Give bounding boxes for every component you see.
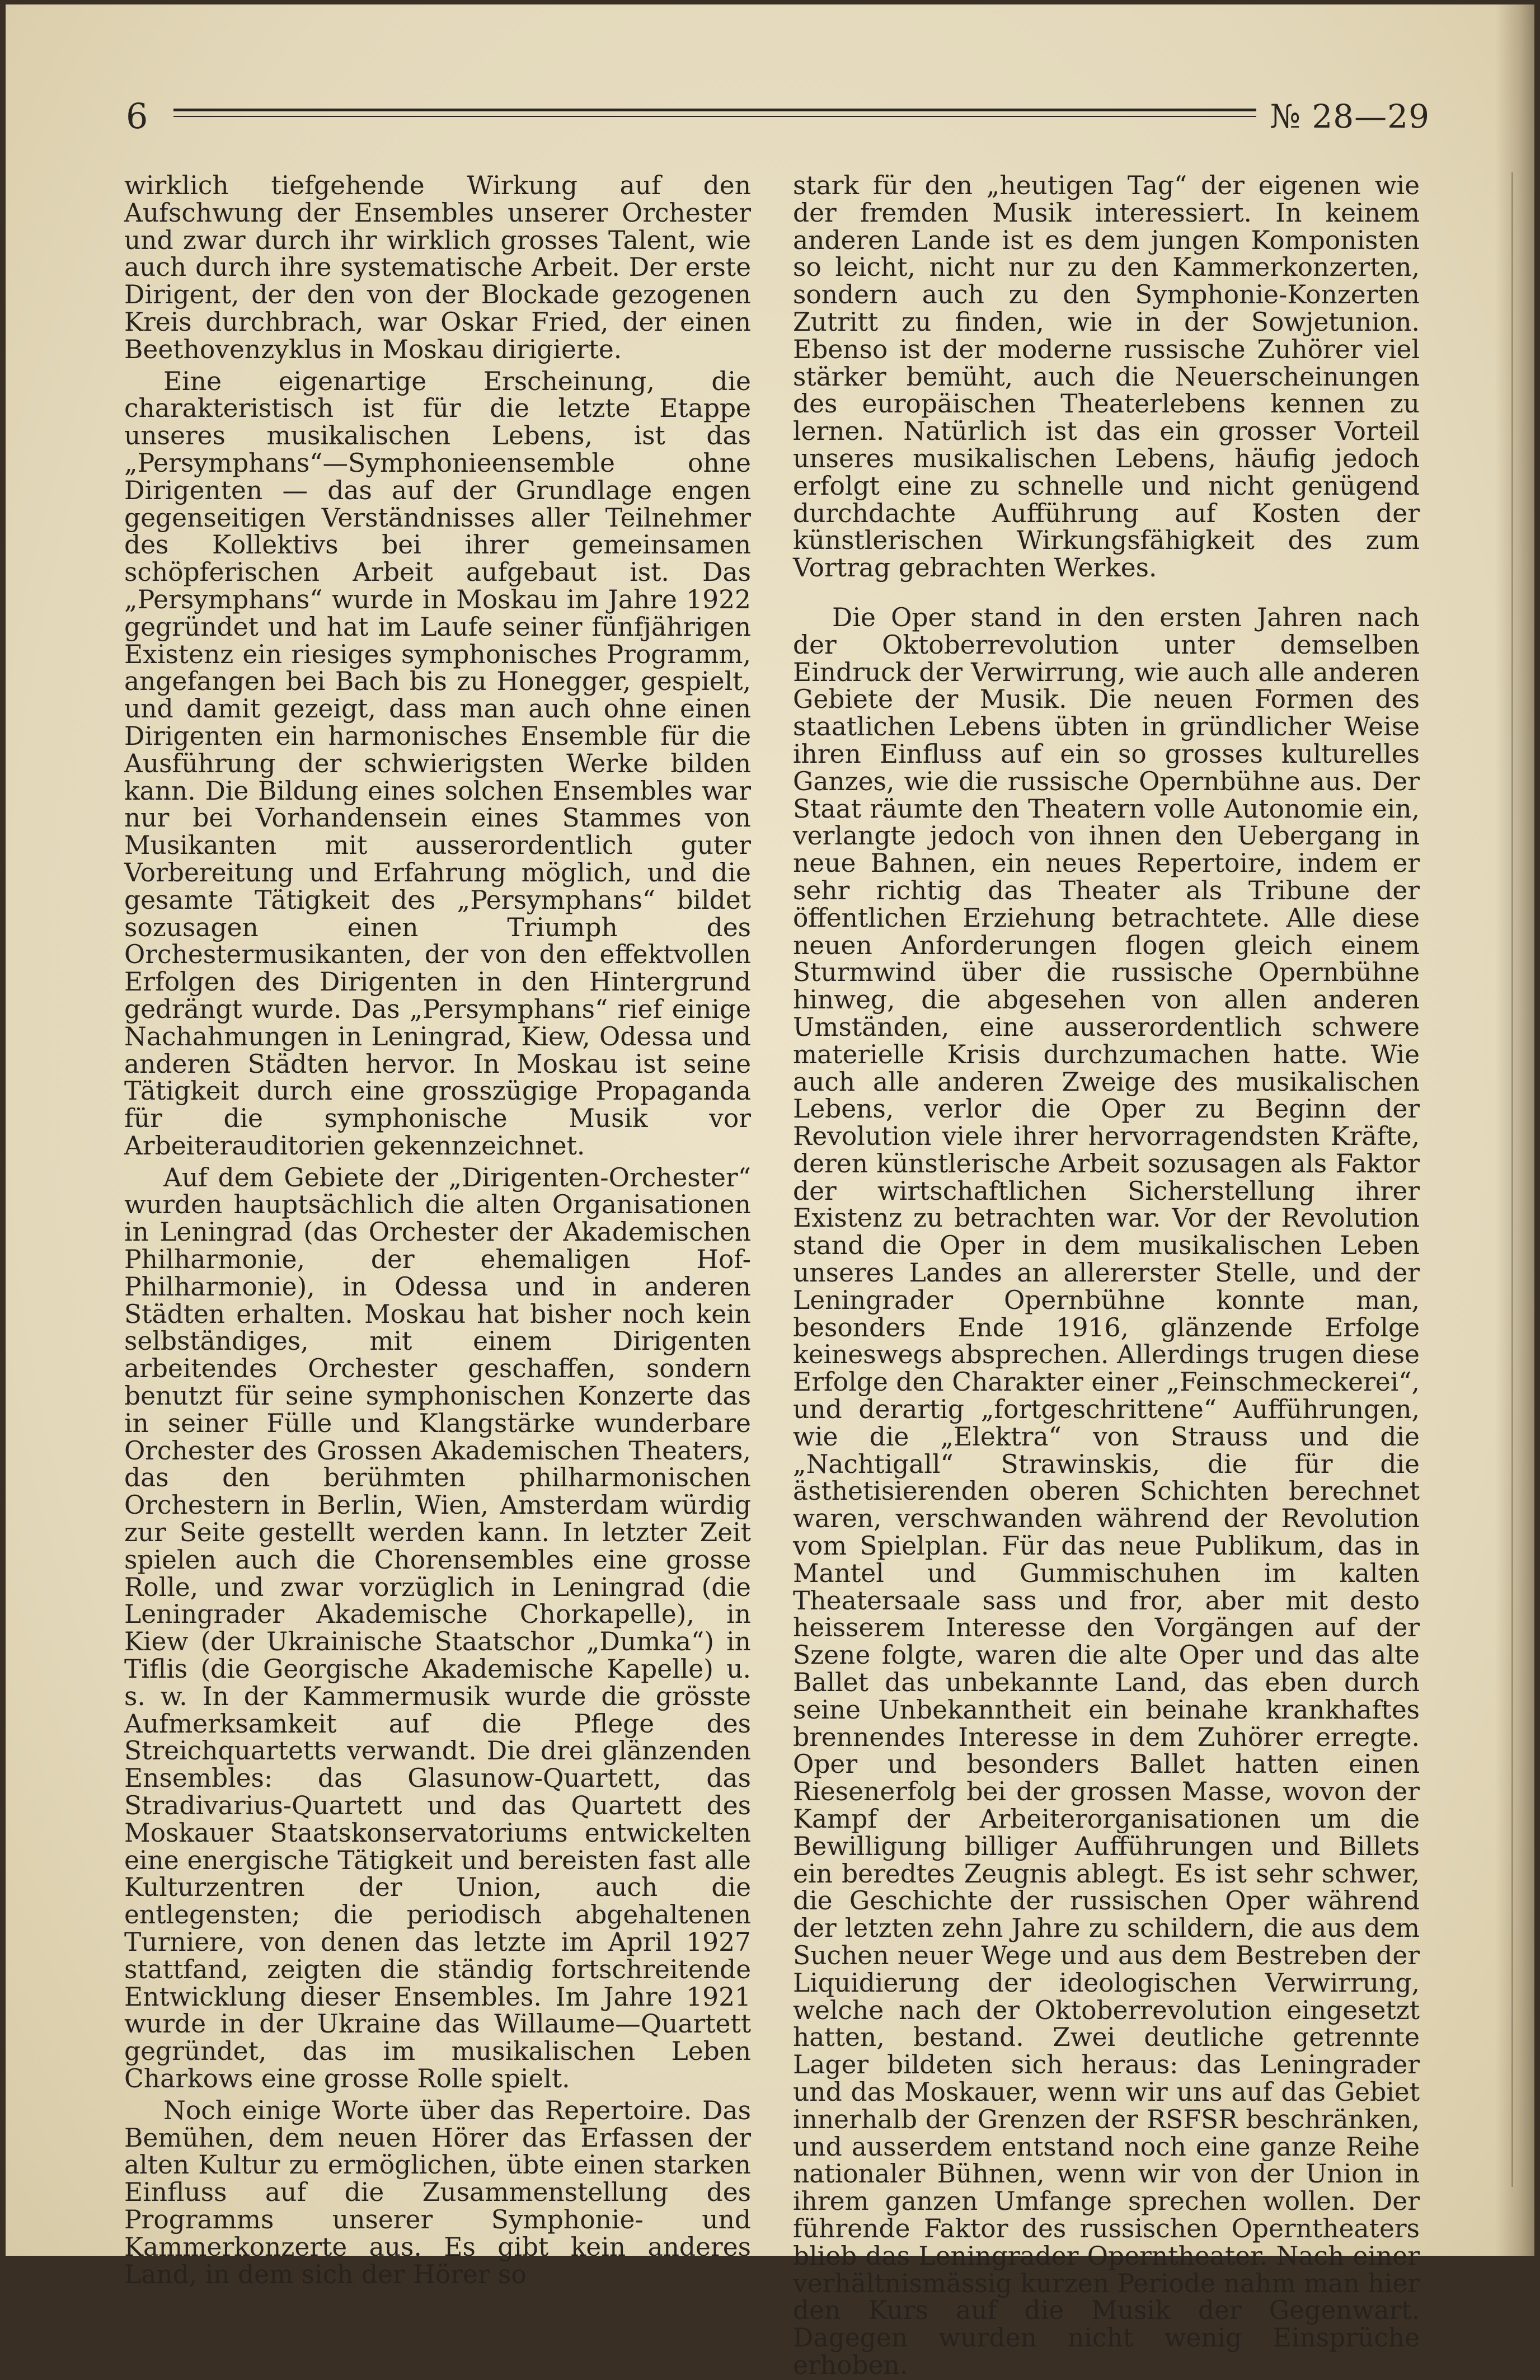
- right-column: [793, 172, 1420, 2379]
- left-paragraph-1: wirklich tiefgehende Wirkung auf den Aufschwung der Ensembles unserer Orchester und zwar durch ihr wirklich grosses Talent, wie auch durch ihre systematische Arbeit. Der erste Dirigent, der den von der Blockade gezogenen Kreis durchbrach, war Oskar Fried, der einen Beethovenzyklus in Moskau dirigierte.: [124, 171, 751, 364]
- page-edge-line: [1511, 172, 1513, 2187]
- page-header: [126, 94, 1430, 139]
- header-rule: [173, 109, 1256, 117]
- page-edge-shadow: [1495, 4, 1534, 2256]
- document-page: [6, 4, 1534, 2380]
- left-paragraph-2: Eine eigenartige Erscheinung, die charakteristisch ist für die letzte Etappe unseres musikalischen Lebens, ist das „Persymphans“—Symphonieensemble ohne Dirigenten — das auf der Grundlage engen gegenseitigen Verständnisses aller Teilnehmer des Kollektivs bei ihrer gemeinsamen schöpferischen Arbeit aufgebaut ist. Das „Persymphans“ wurde in Moskau im Jahre 1922 gegründet und hat im Laufe seiner fünfjährigen Existenz ein riesiges symphonisches Programm, angefangen bei Bach bis zu Honegger, gespielt, und damit gezeigt, dass man auch ohne einen Dirigenten ein harmonisches Ensemble für die Ausführung der schwierigsten Werke bilden kann. Die Bildung eines solchen Ensembles war nur bei Vorhandensein eines Stammes von Musikanten mit ausserordentlich guter Vorbereitung und Erfahrung möglich, und die gesamte Tätigkeit des „Persymphans“ bildet sozusagen einen Triumph des Orchestermusikanten, der von den effektvollen Erfolgen des Dirigenten in den Hintergrund gedrängt wurde. Das „Persymphans“ rief einige Nachahmungen in Leningrad, Kiew, Odessa und anderen Städten hervor. In Moskau ist seine Tätigkeit durch eine grosszügige Propaganda für die symphonische Musik vor Arbeiterauditorien gekennzeichnet.: [124, 366, 751, 1161]
- left-column: [124, 172, 751, 2288]
- left-paragraph-3: Auf dem Gebiete der „Dirigenten-Orchester“ wurden hauptsächlich die alten Organisationen in Leningrad (das Orchester der Akademischen Philharmonie, der ehemaligen Hof-Philharmonie), in Odessa und in anderen Städten erhalten. Moskau hat bisher noch kein selbständiges, mit einem Dirigenten arbeitendes Orchester geschaffen, sondern benutzt für seine symphonischen Konzerte das in seiner Fülle und Klangstärke wunderbare Orchester des Grossen Akademischen Theaters, das den berühmten philharmonischen Orchestern in Berlin, Wien, Amsterdam würdig zur Seite gestellt werden kann. In letzter Zeit spielen auch die Chorensembles eine grosse Rolle, und zwar vorzüglich in Leningrad (die Leningrader Akademische Chorkapelle), in Kiew (der Ukrainische Staatschor „Dumka“) in Tiflis (die Georgische Akademische Kapelle) u. s. w. In der Kammermusik wurde die grösste Aufmerksamkeit auf die Pflege des Streichquartetts verwandt. Die drei glänzenden Ensembles: das Glasunow-Quartett, das Stradivarius-Quartett und das Quartett des Moskauer Staatskonservatoriums entwickelten eine energische Tätigkeit und bereisten fast alle Kulturzentren der Union, auch die entlegensten; die periodisch abgehaltenen Turniere, von denen das letzte im April 1927 stattfand, zeigten die ständig fortschreitende Entwicklung dieser Ensembles. Im Jahre 1921 wurde in der Ukraine das Willaume—Quartett gegründet, das im musikalischen Leben Charkows eine grosse Rolle spielt.: [124, 1162, 751, 2093]
- left-paragraph-4: Noch einige Worte über das Repertoire. Das Bemühen, dem neuen Hörer das Erfassen der alten Kultur zu ermöglichen, übte einen starken Einfluss auf die Zusammenstellung des Programms unserer Symphonie- und Kammerkonzerte aus. Es gibt kein anderes Land, in dem sich der Hörer so: [124, 2095, 751, 2289]
- right-paragraph-2: Die Oper stand in den ersten Jahren nach der Oktoberrevolution unter demselben Eindruck der Verwirrung, wie auch alle anderen Gebiete der Musik. Die neuen Formen des staatlichen Lebens übten in gründlicher Weise ihren Einfluss auf ein so grosses kulturelles Ganzes, wie die russische Opernbühne aus. Der Staat räumte den Theatern volle Autonomie ein, verlangte jedoch von ihnen den Uebergang in neue Bahnen, ein neues Repertoire, indem er sehr richtig das Theater als Tribune der öffentlichen Erziehung betrachtete. Alle diese neuen Anforderungen flogen gleich einem Sturmwind über die russische Opernbühne hinweg, die abgesehen von allen anderen Umständen, eine ausserordentlich schwere materielle Krisis durchzumachen hatte. Wie auch alle anderen Zweige des musikalischen Lebens, verlor die Oper zu Beginn der Revolution viele ihrer hervorragendsten Kräfte, deren künstlerische Arbeit sozusagen als Faktor der wirtschaftlichen Sicherstellung ihrer Existenz zu betrachten war. Vor der Revolution stand die Oper in dem musikalischen Leben unseres Landes an allererster Stelle, und der Leningrader Opernbühne konnte man, besonders Ende 1916, glänzende Erfolge keineswegs absprechen. Allerdings trugen diese Erfolge den Charakter einer „Feinschmeckerei“, und derartig „fortgeschrittene“ Aufführungen, wie die „Elektra“ von Strauss und die „Nachtigall“ Strawinskis, die für die ästhetisierenden oberen Schichten berechnet waren, verschwanden während der Revolution vom Spielplan. Für das neue Publikum, das in Mantel und Gummischuhen im kalten Theatersaale sass und fror, aber mit desto heisserem Interesse den Vorgängen auf der Szene folgte, waren die alte Oper und das alte Ballet das unbekannte Land, das eben durch seine Unbekanntheit ein beinahe krankhaftes brennendes Interesse in dem Zuhörer erregte. Oper und besonders Ballet hatten einen Riesenerfolg bei der grossen Masse, wovon der Kampf der Arbeiterorganisationen um die Bewilligung billiger Aufführungen und Billets ein beredtes Zeugnis ablegt. Es ist sehr schwer, die Geschichte der russischen Oper während der letzten zehn Jahre zu schildern, die aus dem Suchen neuer Wege und aus dem Bestreben der Liquidierung der ideologischen Verwirrung, welche nach der Oktoberrevolution eingesetzt hatten, bestand. Zwei deutliche getrennte Lager bildeten sich heraus: das Leningrader und das Moskauer, wenn wir uns auf das Gebiet innerhalb der Grenzen der RSFSR beschränken, und ausserdem entstand noch eine ganze Reihe nationaler Bühnen, wenn wir von der Union in ihrem ganzen Umfange sprechen wollen. Der führende Faktor des russischen Operntheaters blieb das Leningrader Operntheater. Nach einer verhältnismässig kurzen Periode nahm man hier den Kurs auf die Musik der Gegenwart. Dagegen wurden nicht wenig Einsprüche erhoben.: [793, 602, 1420, 2380]
- page-number: 6: [126, 96, 148, 137]
- issue-number: № 28—29: [1270, 97, 1430, 135]
- right-paragraph-1: stark für den „heutigen Tag“ der eigenen wie der fremden Musik interessiert. In keinem anderen Lande ist es dem jungen Komponisten so leicht, nicht nur zu den Kammerkonzerten, sondern auch zu den Symphonie-Konzerten Zutritt zu finden, wie in der Sowjetunion. Ebenso ist der moderne russische Zuhörer viel stärker bemüht, auch die Neuerscheinungen des europäischen Theaterlebens kennen zu lernen. Natürlich ist das ein grosser Vorteil unseres musikalischen Lebens, häufig jedoch erfolgt eine zu schnelle und nicht genügend durchdachte Aufführung auf Kosten der künstlerischen Wirkungsfähigkeit des zum Vortrag gebrachten Werkes.: [793, 171, 1420, 583]
